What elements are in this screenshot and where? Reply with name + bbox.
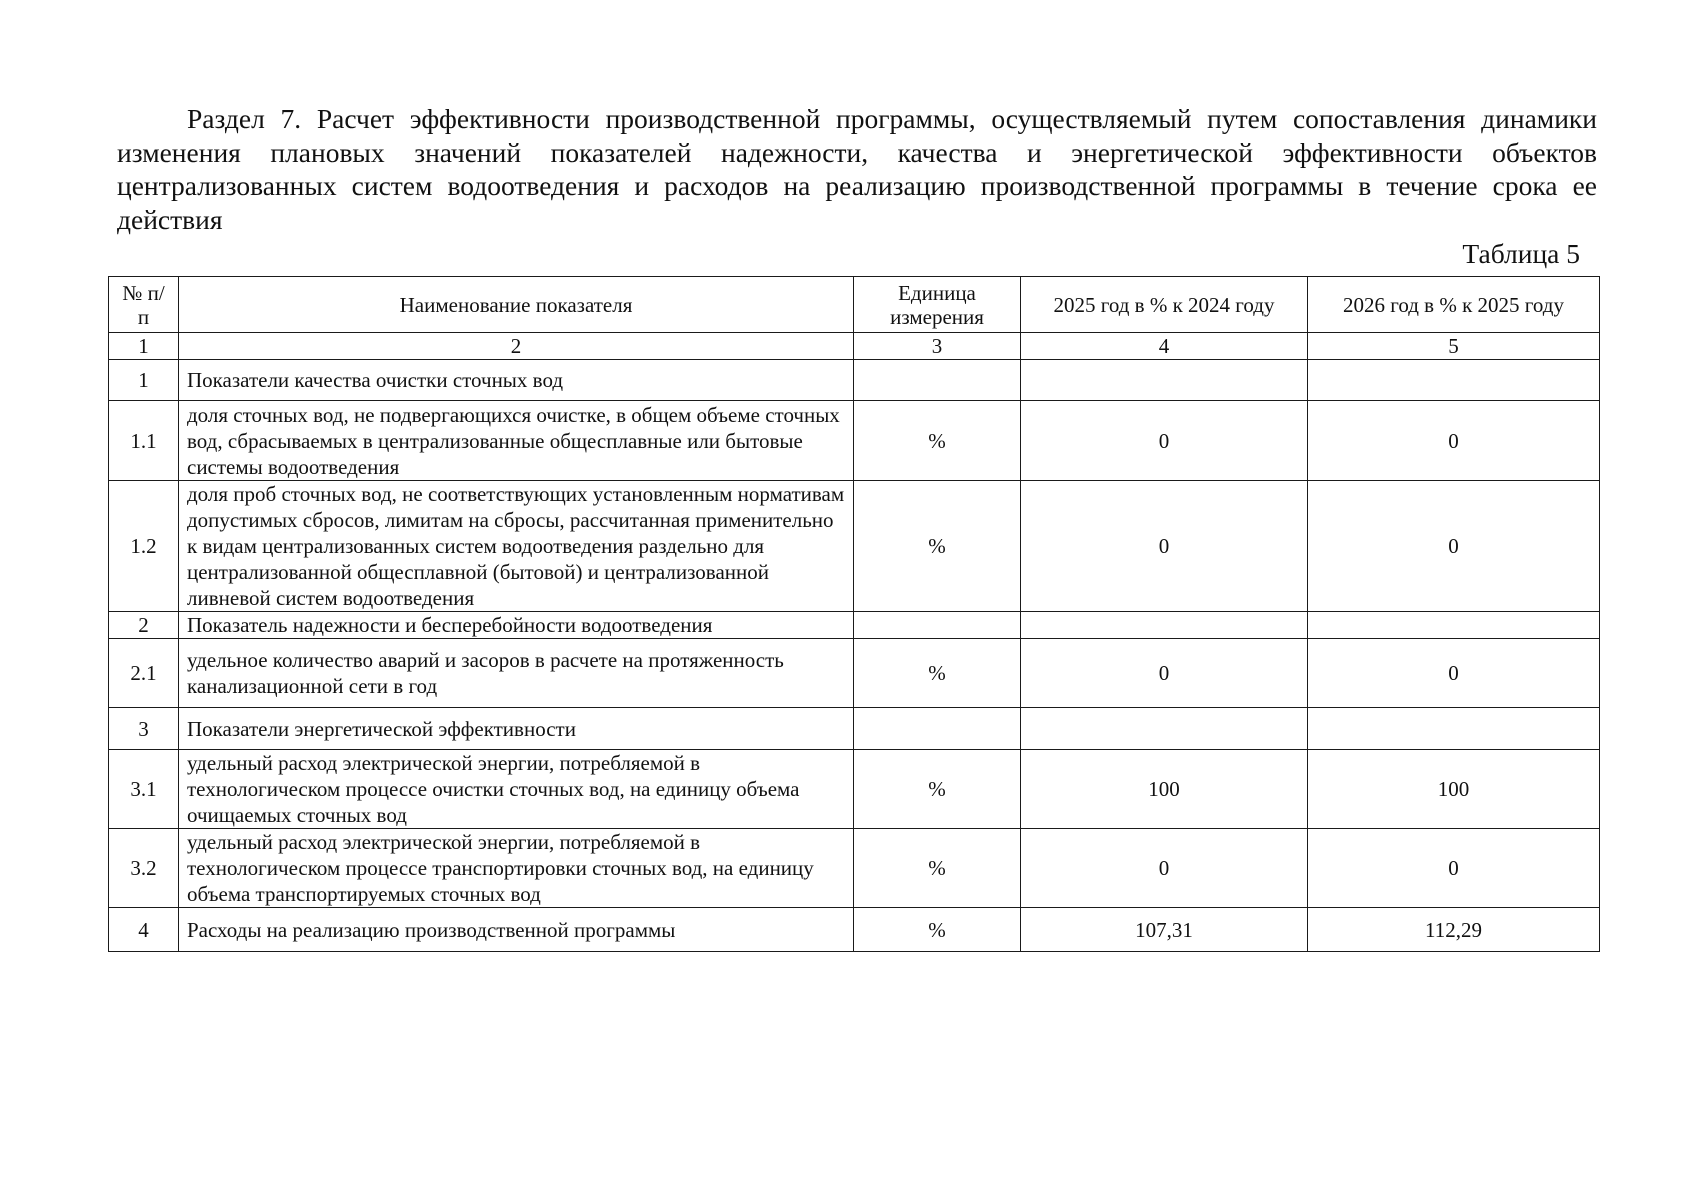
row-value-2025 (1021, 708, 1308, 750)
row-unit: % (854, 401, 1021, 481)
row-number: 3.2 (109, 829, 179, 908)
table-row (109, 829, 1600, 908)
row-name: Показатели энергетической эффективности (179, 708, 854, 750)
table-row (109, 360, 1600, 401)
table-row (109, 481, 1600, 612)
row-unit: % (854, 908, 1021, 952)
row-name: удельный расход электрической энергии, потребляемой в технологическом процессе транспортировки сточных вод, на единицу объема транспортируемых сточных вод (179, 829, 854, 908)
row-value-2026: 0 (1308, 639, 1600, 708)
row-value-2025 (1021, 612, 1308, 639)
row-unit (854, 360, 1021, 401)
header-2026: 2026 год в % к 2025 году (1308, 277, 1600, 333)
row-value-2026 (1308, 612, 1600, 639)
row-value-2026: 0 (1308, 481, 1600, 612)
row-name: удельный расход электрической энергии, потребляемой в технологическом процессе очистки сточных вод, на единицу объема очищаемых сточных вод (179, 750, 854, 829)
section-heading: Раздел 7. Расчет эффективности производственной программы, осуществляемый путем сопоставления динамики изменения плановых значений показателей надежности, качества и энергетической эффективности объектов централизованных систем водоотведения и расходов на реализацию производственной программы в течение срока ее действия (117, 103, 1597, 235)
row-number: 1 (109, 360, 179, 401)
row-name: Расходы на реализацию производственной программы (179, 908, 854, 952)
header-name: Наименование показателя (179, 277, 854, 333)
table-row (109, 750, 1600, 829)
row-value-2025: 0 (1021, 481, 1308, 612)
table-header-row (109, 277, 1600, 333)
column-index: 1 (109, 333, 179, 360)
column-index: 5 (1308, 333, 1600, 360)
header-unit: Единица измерения (854, 277, 1021, 333)
row-value-2025: 0 (1021, 639, 1308, 708)
header-num: № п/п (109, 277, 179, 333)
column-index: 2 (179, 333, 854, 360)
row-name: Показатели качества очистки сточных вод (179, 360, 854, 401)
row-value-2025 (1021, 360, 1308, 401)
row-value-2026: 0 (1308, 401, 1600, 481)
column-index: 3 (854, 333, 1021, 360)
row-number: 3 (109, 708, 179, 750)
header-2025: 2025 год в % к 2024 году (1021, 277, 1308, 333)
row-unit: % (854, 481, 1021, 612)
row-name: доля сточных вод, не подвергающихся очистке, в общем объеме сточных вод, сбрасываемых в централизованные общесплавные или бытовые системы водоотведения (179, 401, 854, 481)
row-value-2025: 0 (1021, 401, 1308, 481)
row-name: доля проб сточных вод, не соответствующих установленным нормативам допустимых сбросов, лимитам на сбросы, рассчитанная применительно к видам централизованных систем водоотведения раздельно для централизованной общесплавной (бытовой) и централизованной ливневой систем водоотведения (179, 481, 854, 612)
row-value-2026: 100 (1308, 750, 1600, 829)
row-number: 4 (109, 908, 179, 952)
row-unit (854, 708, 1021, 750)
table-row (109, 639, 1600, 708)
column-index: 4 (1021, 333, 1308, 360)
row-value-2025: 0 (1021, 829, 1308, 908)
row-unit (854, 612, 1021, 639)
row-number: 2.1 (109, 639, 179, 708)
efficiency-table (108, 276, 1600, 952)
table-row (109, 401, 1600, 481)
table-row (109, 612, 1600, 639)
row-unit: % (854, 750, 1021, 829)
row-value-2026 (1308, 360, 1600, 401)
row-value-2026: 112,29 (1308, 908, 1600, 952)
row-number: 1.1 (109, 401, 179, 481)
row-unit: % (854, 639, 1021, 708)
row-name: удельное количество аварий и засоров в расчете на протяженность канализационной сети в год (179, 639, 854, 708)
row-unit: % (854, 829, 1021, 908)
table-row (109, 708, 1600, 750)
row-number: 3.1 (109, 750, 179, 829)
row-value-2025: 107,31 (1021, 908, 1308, 952)
row-name: Показатель надежности и бесперебойности водоотведения (179, 612, 854, 639)
column-index-row (109, 333, 1600, 360)
table-row (109, 908, 1600, 952)
row-number: 2 (109, 612, 179, 639)
row-number: 1.2 (109, 481, 179, 612)
row-value-2025: 100 (1021, 750, 1308, 829)
row-value-2026: 0 (1308, 829, 1600, 908)
table-caption: Таблица 5 (1462, 238, 1580, 269)
row-value-2026 (1308, 708, 1600, 750)
